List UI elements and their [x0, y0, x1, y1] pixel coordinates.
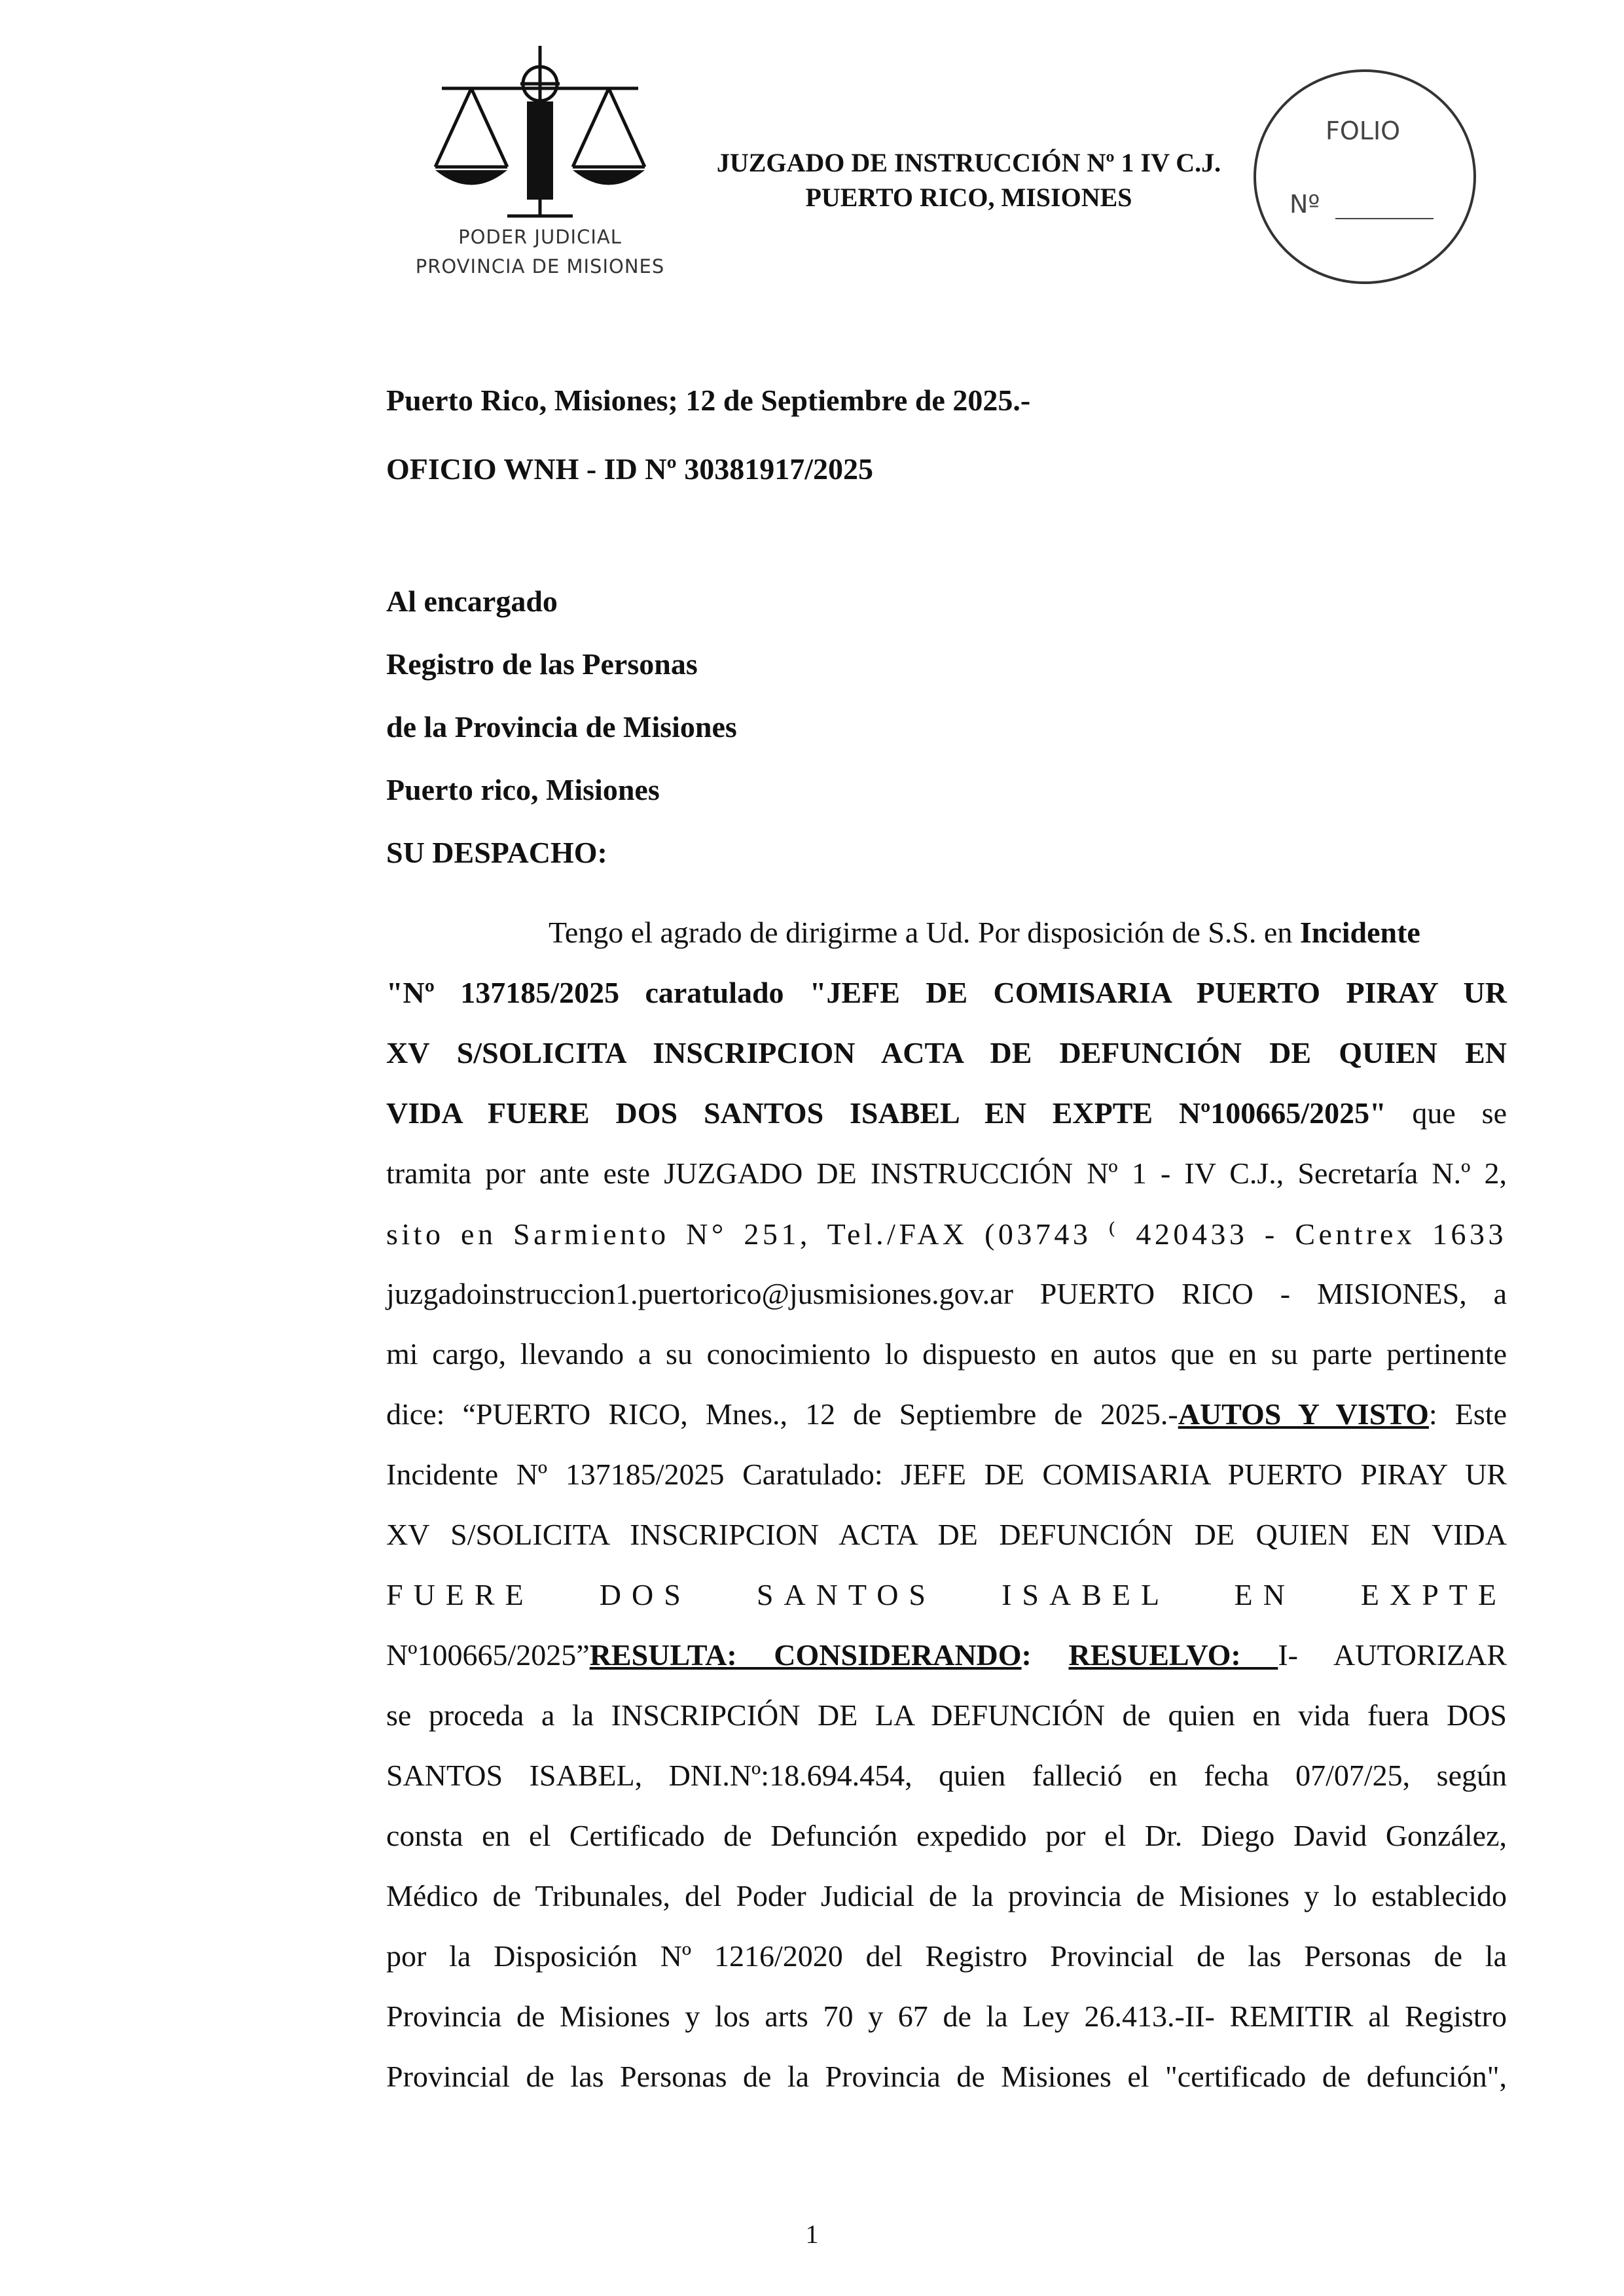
folio-circle-icon: [1250, 65, 1479, 288]
body-line-6: sito en Sarmiento N° 251, Tel./FAX (03743 ⁽ 420433 - Centrex 1633: [386, 1217, 1507, 1251]
addressee-line-1: Al encargado: [386, 584, 558, 618]
body-line-16: consta en el Certificado de Defunción expedido por el Dr. Diego David González,: [386, 1819, 1507, 1852]
addressee-line-2: Registro de las Personas: [386, 647, 698, 681]
body-line-2: "Nº 137185/2025 caratulado "JEFE DE COMISARIA PUERTO PIRAY UR: [386, 976, 1507, 1009]
body-line-17: Médico de Tribunales, del Poder Judicial de la provincia de Misiones y lo establecido: [386, 1879, 1507, 1912]
body-line-5: tramita por ante este JUZGADO DE INSTRUCCIÓN Nº 1 - IV C.J., Secretaría N.º 2,: [386, 1157, 1507, 1190]
court-location: PUERTO RICO, MISIONES: [805, 183, 1132, 212]
addressee-line-5: SU DESPACHO:: [386, 836, 607, 869]
body-line-13: [386, 1638, 1507, 1672]
body-line-11: XV S/SOLICITA INSCRIPCION ACTA DE DEFUNCIÓN DE QUIEN EN VIDA: [386, 1518, 1507, 1551]
body-line-14: se proceda a la INSCRIPCIÓN DE LA DEFUNCIÓN de quien en vida fuera DOS: [386, 1698, 1507, 1732]
body-line-19: Provincia de Misiones y los arts 70 y 67 de la Ley 26.413.-II- REMITIR al Registro: [386, 2000, 1507, 2033]
body-line-18: por la Disposición Nº 1216/2020 del Registro Provincial de las Personas de la: [386, 1939, 1507, 1973]
body-line-4: [386, 1096, 1507, 1130]
body-line-20: Provincial de las Personas de la Provincia de Misiones el "certificado de defunción",: [386, 2060, 1507, 2093]
body-bold-text: VIDA FUERE DOS SANTOS ISABEL EN EXPTE Nº100665/2025": [386, 1096, 1386, 1130]
resulta-considerando-heading: RESULTA: CONSIDERANDO: [589, 1638, 1022, 1672]
resuelvo-heading: RESUELVO:: [1068, 1638, 1278, 1672]
folio-number-label: Nº: [1290, 190, 1320, 219]
body-line-8: mi cargo, llevando a su conocimiento lo dispuesto en autos que en su parte pertinente: [386, 1337, 1507, 1371]
body-text: que se: [1386, 1096, 1507, 1130]
addressee-line-3: de la Provincia de Misiones: [386, 710, 737, 744]
folio-label: FOLIO: [1326, 117, 1401, 145]
logo-text-line1: PODER JUDICIAL: [458, 226, 622, 248]
folio-stamp: [1250, 65, 1479, 288]
body-line-12: FUERE DOS SANTOS ISABEL EN EXPTE: [386, 1578, 1507, 1611]
date-line: Puerto Rico, Misiones; 12 de Septiembre de 2025.-: [386, 384, 1031, 417]
body-line-1: [549, 915, 1420, 950]
body-text: I- AUTORIZAR: [1278, 1638, 1507, 1672]
page-number: 1: [805, 2219, 819, 2249]
body-bold-text: :: [1021, 1638, 1069, 1672]
body-line-7: juzgadoinstruccion1.puertorico@jusmisiones.gov.ar PUERTO RICO - MISIONES, a: [386, 1277, 1507, 1310]
body-bold-text: Incidente: [1299, 916, 1420, 949]
body-line-10: Incidente Nº 137185/2025 Caratulado: JEFE DE COMISARIA PUERTO PIRAY UR: [386, 1458, 1507, 1491]
body-line-15: SANTOS ISABEL, DNI.Nº:18.694.454, quien falleció en fecha 07/07/25, según: [386, 1759, 1507, 1792]
oficio-line: OFICIO WNH - ID Nº 30381917/2025: [386, 452, 873, 486]
logo-text-line2: PROVINCIA DE MISIONES: [415, 255, 665, 278]
addressee-line-4: Puerto rico, Misiones: [386, 773, 660, 806]
body-text: : Este: [1428, 1397, 1507, 1431]
body-text: Tengo el agrado de dirigirme a Ud. Por disposición de S.S. en: [549, 916, 1300, 949]
body-text: Nº100665/2025”: [386, 1638, 590, 1672]
body-line-9: [386, 1397, 1507, 1431]
body-line-3: XV S/SOLICITA INSCRIPCION ACTA DE DEFUNCIÓN DE QUIEN EN: [386, 1036, 1507, 1069]
court-name: JUZGADO DE INSTRUCCIÓN Nº 1 IV C.J.: [716, 148, 1221, 177]
autos-y-visto-heading: AUTOS Y VISTO: [1178, 1397, 1429, 1431]
poder-judicial-logo: [403, 39, 677, 288]
court-heading: [681, 145, 1257, 215]
body-text: dice: “PUERTO RICO, Mnes., 12 de Septiembre de 2025.-: [386, 1397, 1178, 1431]
folio-number-blank: [1335, 218, 1434, 219]
scales-of-justice-icon: [429, 39, 651, 229]
